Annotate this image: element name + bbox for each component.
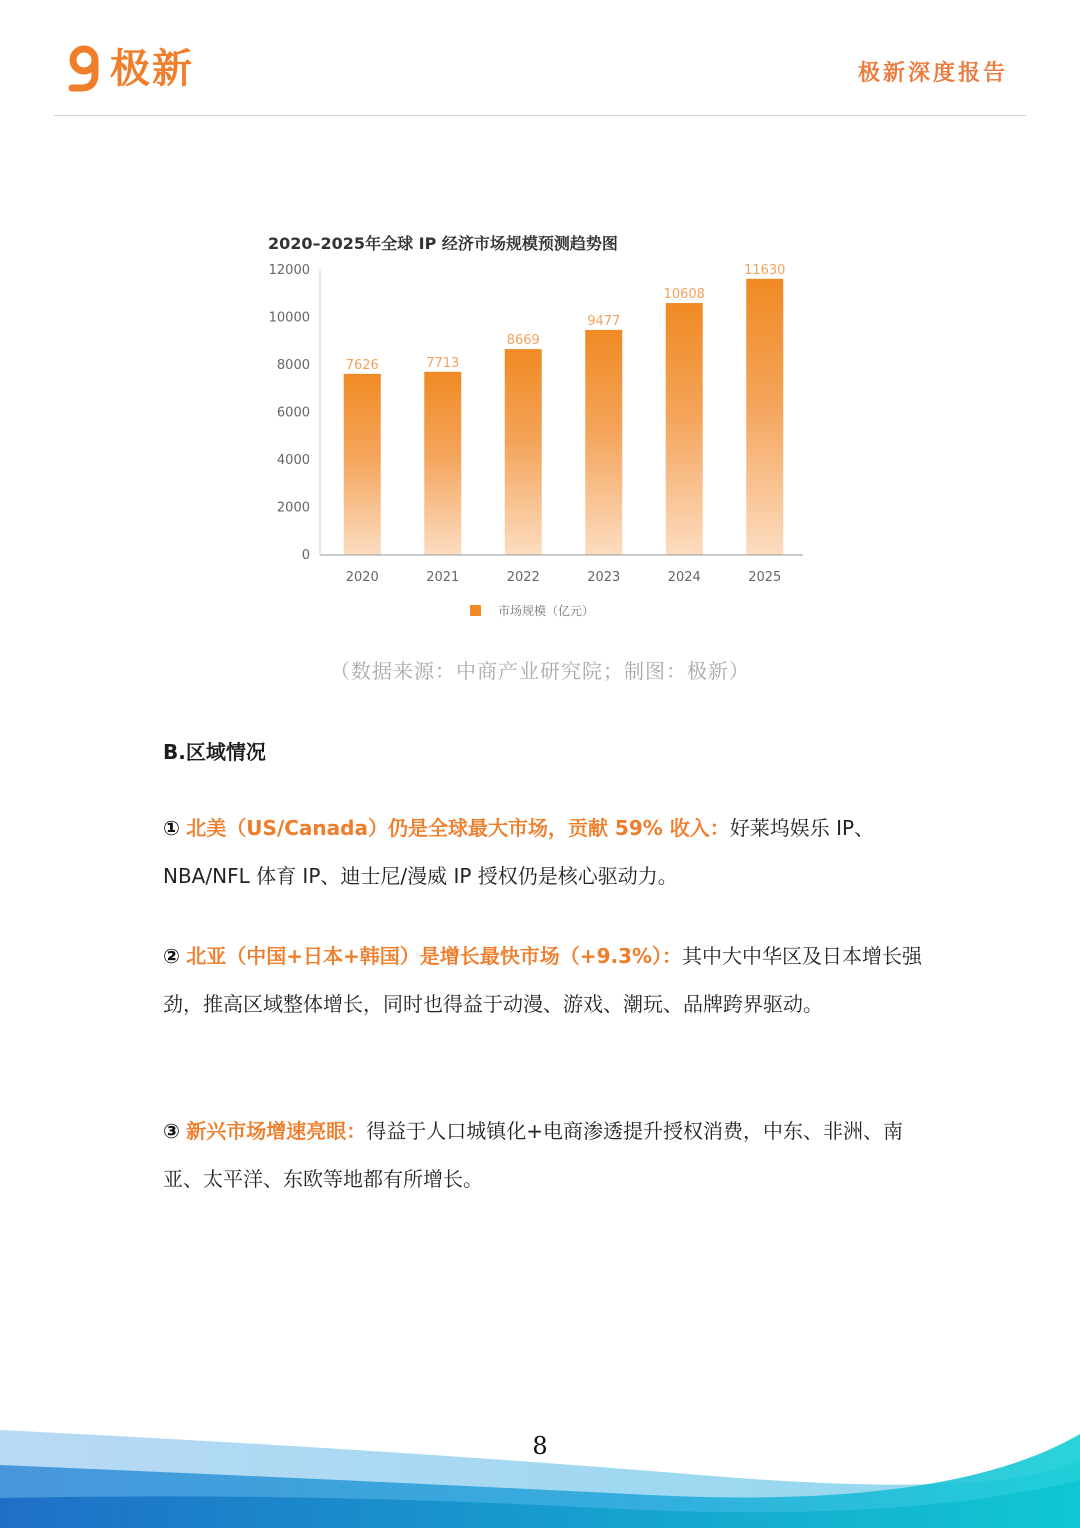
x-tick-label: 2021 <box>426 570 460 585</box>
paragraph-emerging-markets <box>163 1108 923 1203</box>
paragraph-marker: ③ <box>163 1119 180 1143</box>
section-title: B.区域情况 <box>163 740 266 764</box>
bar-value-label: 7626 <box>345 357 379 373</box>
chart-svg <box>250 222 830 632</box>
bar-value-label: 8669 <box>506 333 540 349</box>
bar-2025 <box>746 279 783 555</box>
y-tick-label: 2000 <box>276 500 310 516</box>
chart-title: 2020–2025年全球 IP 经济市场规模预测趋势图 <box>268 234 618 253</box>
bar-value-label: 7713 <box>426 355 460 371</box>
bar-value-label: 10608 <box>663 287 705 303</box>
y-tick-label: 6000 <box>276 405 310 421</box>
x-tick-label: 2022 <box>506 570 540 585</box>
bar-2021 <box>424 372 461 555</box>
y-tick-label: 10000 <box>268 310 310 326</box>
chart-source-caption: （数据来源：中商产业研究院；制图：极新） <box>330 659 750 683</box>
paragraph-highlight: 新兴市场增速亮眼： <box>186 1119 367 1143</box>
header-divider <box>54 115 1026 116</box>
logo-icon <box>66 44 102 94</box>
legend-label: 市场规模（亿元） <box>498 604 595 618</box>
legend-swatch <box>470 605 481 616</box>
page-number: 8 <box>532 1432 548 1460</box>
x-tick-label: 2025 <box>748 570 782 585</box>
paragraph-body: 得益于人口城镇化+电商渗透提升授权消费，中东、非洲、南亚、太平洋、东欧等地都有所增长。 <box>163 1119 904 1191</box>
y-tick-label: 12000 <box>268 263 310 278</box>
paragraph-north-america <box>163 805 923 900</box>
y-tick-label: 8000 <box>276 358 310 373</box>
paragraph-marker: ① <box>163 816 180 840</box>
paragraph-body: 其中大中华区及日本增长强劲，推高区域整体增长，同时也得益于动漫、游戏、潮玩、品牌跨界驱动。 <box>163 944 923 1016</box>
y-tick-label: 4000 <box>276 453 310 468</box>
page-header <box>0 0 1080 116</box>
logo-text: 极新 <box>110 46 194 92</box>
bar-2020 <box>344 374 381 555</box>
bar-value-label: 9477 <box>587 313 621 329</box>
paragraph-body: 好莱坞娱乐 IP、NBA/NFL 体育 IP、迪士尼/漫威 IP 授权仍是核心驱动力。 <box>163 816 875 888</box>
x-tick-label: 2020 <box>345 570 379 585</box>
paragraph-highlight: 北美（US/Canada）仍是全球最大市场，贡献 59% 收入： <box>186 816 730 840</box>
paragraph-highlight: 北亚（中国+日本+韩国）是增长最快市场（+9.3%）： <box>186 944 683 968</box>
paragraph-marker: ② <box>163 944 180 968</box>
report-title: 极新深度报告 <box>857 60 1008 86</box>
bar-2023 <box>585 330 622 555</box>
market-size-chart <box>250 222 830 632</box>
y-tick-label: 0 <box>301 548 310 563</box>
x-tick-label: 2024 <box>667 570 701 585</box>
logo <box>66 44 194 94</box>
paragraph-north-asia <box>163 933 923 1028</box>
chart-legend <box>470 603 594 618</box>
bar-2022 <box>505 349 542 555</box>
x-tick-label: 2023 <box>587 570 621 585</box>
bar-value-label: 11630 <box>744 262 786 278</box>
bar-2024 <box>666 303 703 555</box>
